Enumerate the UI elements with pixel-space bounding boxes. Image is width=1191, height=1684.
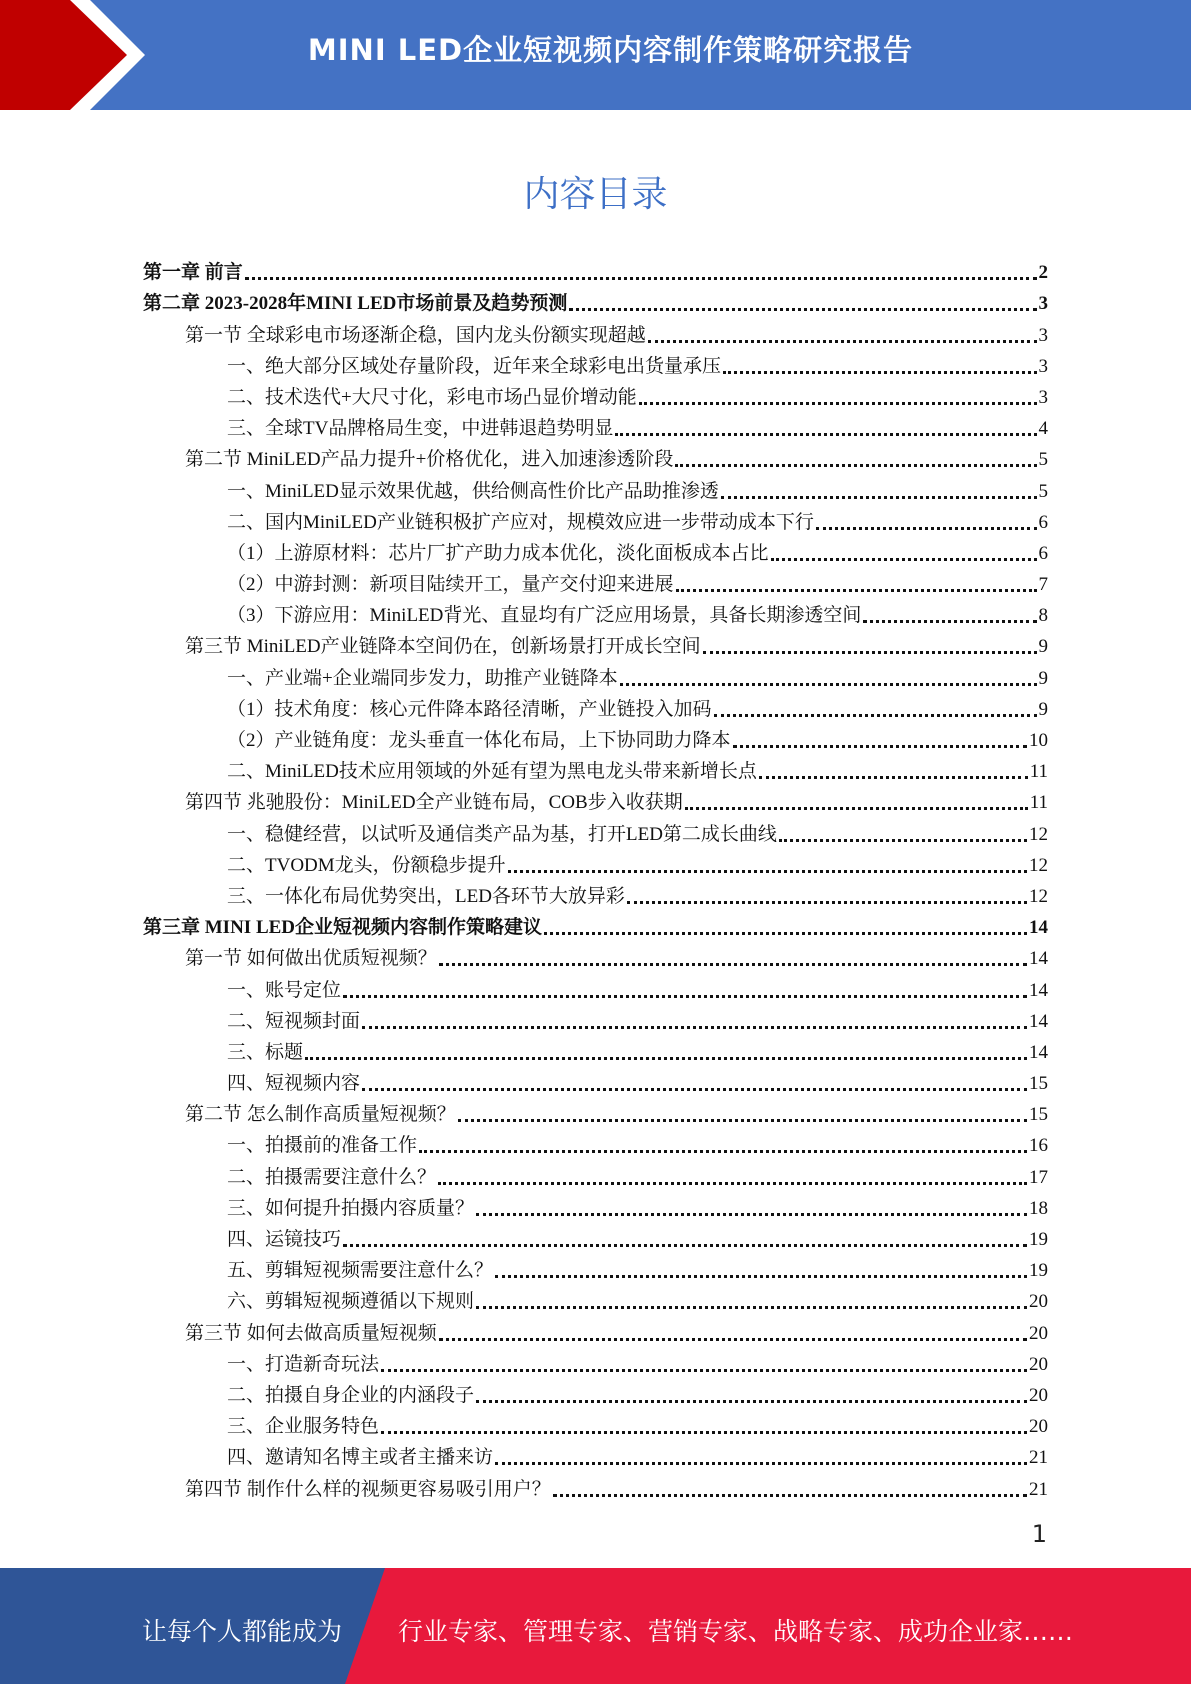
- toc-subsection-entry[interactable]: [143, 1126, 1048, 1157]
- toc-entry-title: 三、全球TV品牌格局生变，中进韩退趋势明显: [227, 418, 614, 440]
- toc-entry-page: 14: [1029, 948, 1048, 970]
- toc-entry-page: 15: [1029, 1073, 1048, 1095]
- toc-entry-page: 17: [1029, 1166, 1048, 1188]
- toc-entry-title: 三、一体化布局优势突出，LED各环节大放异彩: [227, 885, 625, 907]
- toc-entry-page: 9: [1038, 667, 1048, 689]
- page-footer: [0, 1568, 1191, 1684]
- toc-dot-leader: [362, 1026, 1027, 1029]
- toc-entry-title: 二、拍摄需要注意什么？: [227, 1166, 437, 1188]
- toc-subsection-entry[interactable]: [143, 1189, 1048, 1220]
- toc-entry-title: 三、如何提升拍摄内容质量？: [227, 1197, 475, 1219]
- toc-dot-leader: [419, 1150, 1027, 1153]
- toc-subsection-entry[interactable]: [143, 690, 1048, 721]
- toc-entry-page: 2: [1038, 262, 1048, 284]
- toc-dot-leader: [495, 1462, 1027, 1465]
- toc-section-entry[interactable]: [143, 1095, 1048, 1126]
- toc-subsection-entry[interactable]: [143, 1157, 1048, 1188]
- toc-subsection-entry[interactable]: [143, 1002, 1048, 1033]
- toc-entry-title: 二、短视频封面: [227, 1010, 361, 1032]
- toc-subsection-entry[interactable]: [143, 1407, 1048, 1438]
- toc-entry-page: 14: [1029, 1041, 1048, 1063]
- toc-dot-leader: [675, 464, 1036, 467]
- toc-entry-page: 12: [1029, 823, 1048, 845]
- toc-entry-page: 18: [1029, 1197, 1048, 1219]
- toc-entry-title: 第一章 前言: [143, 262, 243, 284]
- toc-subsection-entry[interactable]: [143, 596, 1048, 627]
- toc-dot-leader: [615, 433, 1036, 436]
- toc-entry-title: 四、短视频内容: [227, 1073, 361, 1095]
- toc-section-entry[interactable]: [143, 1469, 1048, 1500]
- toc-dot-leader: [305, 1057, 1027, 1060]
- toc-subsection-entry[interactable]: [143, 752, 1048, 783]
- footer-slogan-left: 让每个人都能成为: [142, 1617, 343, 1646]
- toc-chapter-entry[interactable]: [143, 908, 1048, 939]
- toc-entry-page: 20: [1029, 1322, 1048, 1344]
- toc-dot-leader: [703, 651, 1037, 654]
- toc-entry-page: 3: [1038, 293, 1048, 315]
- toc-entry-page: 20: [1029, 1416, 1048, 1438]
- toc-entry-page: 16: [1029, 1135, 1048, 1157]
- toc-subsection-entry[interactable]: [143, 1282, 1048, 1313]
- footer-slogan-right: 行业专家、管理专家、营销专家、战略专家、成功企业家……: [398, 1617, 1074, 1646]
- toc-chapter-entry[interactable]: [143, 284, 1048, 315]
- toc-dot-leader: [639, 402, 1037, 405]
- toc-entry-page: 7: [1038, 574, 1048, 596]
- toc-chapter-entry[interactable]: [143, 253, 1048, 284]
- toc-dot-leader: [343, 1244, 1027, 1247]
- toc-subsection-entry[interactable]: [143, 347, 1048, 378]
- toc-entry-title: 一、MiniLED显示效果优越，供给侧高性价比产品助推渗透: [227, 480, 719, 502]
- toc-entry-title: 三、企业服务特色: [227, 1416, 380, 1438]
- toc-entry-title: 第四节 制作什么样的视频更容易吸引用户？: [185, 1478, 551, 1500]
- toc-dot-leader: [508, 870, 1027, 873]
- toc-dot-leader: [685, 807, 1028, 810]
- toc-dot-leader: [439, 963, 1027, 966]
- toc-entry-page: 14: [1029, 917, 1048, 939]
- toc-entry-title: 第三节 如何去做高质量短视频: [185, 1322, 437, 1344]
- toc-dot-leader: [771, 558, 1037, 561]
- toc-entry-title: 二、TVODM龙头，份额稳步提升: [227, 854, 506, 876]
- page-header: [0, 0, 1191, 110]
- toc-entry-title: 第三节 MiniLED产业链降本空间仍在，创新场景打开成长空间: [185, 636, 701, 658]
- toc-entry-page: 5: [1038, 480, 1048, 502]
- table-of-contents: [143, 253, 1048, 1501]
- toc-subsection-entry[interactable]: [143, 565, 1048, 596]
- toc-entry-title: 二、技术迭代+大尺寸化，彩电市场凸显价增动能: [227, 386, 637, 408]
- toc-entry-title: （3）下游应用：MiniLED背光、直显均有广泛应用场景，具备长期渗透空间: [227, 605, 862, 627]
- toc-entry-title: 第二节 MiniLED产品力提升+价格优化，进入加速渗透阶段: [185, 449, 674, 471]
- toc-entry-title: 三、标题: [227, 1041, 304, 1063]
- toc-dot-leader: [381, 1431, 1027, 1434]
- toc-dot-leader: [544, 932, 1027, 935]
- toc-entry-page: 11: [1029, 792, 1048, 814]
- toc-dot-leader: [816, 527, 1037, 530]
- toc-entry-title: 一、拍摄前的准备工作: [227, 1135, 418, 1157]
- toc-dot-leader: [733, 745, 1027, 748]
- toc-entry-page: 19: [1029, 1260, 1048, 1282]
- toc-section-entry[interactable]: [143, 627, 1048, 658]
- toc-entry-page: 20: [1029, 1384, 1048, 1406]
- toc-subsection-entry[interactable]: [143, 814, 1048, 845]
- toc-entry-page: 15: [1029, 1104, 1048, 1126]
- toc-subsection-entry[interactable]: [143, 409, 1048, 440]
- toc-entry-page: 21: [1029, 1447, 1048, 1469]
- toc-dot-leader: [458, 1119, 1027, 1122]
- toc-dot-leader: [476, 1213, 1027, 1216]
- toc-entry-title: （1）技术角度：核心元件降本路径清晰，产业链投入加码: [227, 698, 712, 720]
- toc-section-entry[interactable]: [143, 783, 1048, 814]
- toc-entry-page: 12: [1029, 854, 1048, 876]
- toc-entry-page: 8: [1038, 605, 1048, 627]
- toc-dot-leader: [438, 1182, 1027, 1185]
- toc-entry-page: 20: [1029, 1291, 1048, 1313]
- toc-entry-page: 3: [1038, 324, 1048, 346]
- toc-entry-page: 6: [1038, 542, 1048, 564]
- toc-entry-title: 第三章 MINI LED企业短视频内容制作策略建议: [143, 917, 543, 939]
- toc-dot-leader: [343, 995, 1027, 998]
- toc-dot-leader: [627, 901, 1027, 904]
- toc-subsection-entry[interactable]: [143, 1438, 1048, 1469]
- toc-subsection-entry[interactable]: [143, 1220, 1048, 1251]
- toc-subsection-entry[interactable]: [143, 658, 1048, 689]
- toc-subsection-entry[interactable]: [143, 534, 1048, 565]
- toc-entry-page: 11: [1029, 761, 1048, 783]
- toc-subsection-entry[interactable]: [143, 846, 1048, 877]
- toc-heading: 内容目录: [523, 174, 668, 215]
- toc-entry-title: 第一节 全球彩电市场逐渐企稳，国内龙头份额实现超越: [185, 324, 646, 346]
- toc-entry-page: 9: [1038, 698, 1048, 720]
- toc-entry-title: 一、稳健经营，以试听及通信类产品为基，打开LED第二成长曲线: [227, 823, 777, 845]
- toc-entry-title: 四、运镜技巧: [227, 1229, 342, 1250]
- toc-entry-title: 二、国内MiniLED产业链积极扩产应对，规模效应进一步带动成本下行: [227, 511, 814, 533]
- toc-subsection-entry[interactable]: [143, 1033, 1048, 1064]
- toc-entry-page: 6: [1038, 511, 1048, 533]
- toc-entry-title: 第二章 2023-2028年MINI LED市场前景及趋势预测: [143, 293, 568, 315]
- toc-dot-leader: [863, 620, 1036, 623]
- toc-entry-title: 四、邀请知名博主或者主播来访: [227, 1447, 494, 1469]
- toc-subsection-entry[interactable]: [143, 378, 1048, 409]
- toc-entry-title: 六、剪辑短视频遵循以下规则: [227, 1291, 475, 1313]
- toc-section-entry[interactable]: [143, 939, 1048, 970]
- toc-entry-title: 第二节 怎么制作高质量短视频？: [185, 1104, 456, 1126]
- toc-dot-leader: [476, 1306, 1027, 1309]
- toc-entry-page: 3: [1038, 386, 1048, 408]
- toc-subsection-entry[interactable]: [143, 1376, 1048, 1407]
- toc-entry-title: （1）上游原材料：芯片厂扩产助力成本优化，淡化面板成本占比: [227, 542, 769, 564]
- toc-entry-page: 5: [1038, 449, 1048, 471]
- toc-dot-leader: [476, 1400, 1027, 1403]
- toc-entry-title: 第四节 兆驰股份：MiniLED全产业链布局，COB步入收获期: [185, 792, 683, 814]
- toc-dot-leader: [779, 839, 1027, 842]
- toc-subsection-entry[interactable]: [143, 1251, 1048, 1282]
- toc-dot-leader: [495, 1275, 1027, 1278]
- toc-dot-leader: [569, 308, 1036, 311]
- toc-subsection-entry[interactable]: [143, 877, 1048, 908]
- toc-entry-page: 12: [1029, 885, 1048, 907]
- toc-entry-page: 19: [1029, 1229, 1048, 1250]
- toc-dot-leader: [723, 371, 1036, 374]
- toc-subsection-entry[interactable]: [143, 1345, 1048, 1376]
- toc-dot-leader: [381, 1369, 1027, 1372]
- toc-entry-title: 五、剪辑短视频需要注意什么？: [227, 1260, 494, 1282]
- toc-entry-title: （2）产业链角度：龙头垂直一体化布局，上下协同助力降本: [227, 730, 731, 751]
- toc-dot-leader: [759, 776, 1028, 779]
- report-title: MINI LED企业短视频内容制作策略研究报告: [307, 33, 914, 67]
- toc-dot-leader: [439, 1338, 1027, 1341]
- toc-entry-title: 二、MiniLED技术应用领域的外延有望为黑电龙头带来新增长点: [227, 761, 757, 783]
- toc-dot-leader: [362, 1088, 1027, 1091]
- toc-dot-leader: [245, 277, 1037, 280]
- toc-entry-title: 一、绝大部分区域处存量阶段，近年来全球彩电出货量承压: [227, 355, 722, 377]
- toc-subsection-entry[interactable]: [143, 503, 1048, 534]
- toc-entry-page: 20: [1029, 1353, 1048, 1375]
- toc-entry-title: 二、拍摄自身企业的内涵段子: [227, 1384, 475, 1406]
- toc-dot-leader: [648, 340, 1037, 343]
- toc-subsection-entry[interactable]: [143, 970, 1048, 1001]
- toc-entry-title: 一、账号定位: [227, 979, 342, 1001]
- toc-dot-leader: [714, 714, 1037, 717]
- toc-entry-page: 21: [1029, 1478, 1048, 1500]
- toc-entry-page: 3: [1038, 355, 1048, 377]
- toc-subsection-entry[interactable]: [143, 1064, 1048, 1095]
- toc-entry-title: 一、打造新奇玩法: [227, 1353, 380, 1375]
- toc-entry-title: 一、产业端+企业端同步发力，助推产业链降本: [227, 667, 618, 689]
- toc-subsection-entry[interactable]: [143, 471, 1048, 502]
- toc-subsection-entry[interactable]: [143, 721, 1048, 752]
- toc-entry-title: 第一节 如何做出优质短视频？: [185, 948, 437, 970]
- toc-entry-page: 10: [1029, 730, 1048, 751]
- toc-section-entry[interactable]: [143, 1313, 1048, 1344]
- toc-entry-page: 9: [1038, 636, 1048, 658]
- toc-dot-leader: [721, 496, 1037, 499]
- toc-dot-leader: [553, 1494, 1027, 1497]
- toc-dot-leader: [676, 589, 1037, 592]
- toc-entry-page: 14: [1029, 979, 1048, 1001]
- toc-entry-page: 14: [1029, 1010, 1048, 1032]
- toc-dot-leader: [620, 683, 1037, 686]
- page-number: 1: [1031, 1520, 1047, 1548]
- toc-section-entry[interactable]: [143, 315, 1048, 346]
- toc-entry-title: （2）中游封测：新项目陆续开工，量产交付迎来进展: [227, 574, 674, 596]
- toc-entry-page: 4: [1038, 418, 1048, 440]
- toc-section-entry[interactable]: [143, 440, 1048, 471]
